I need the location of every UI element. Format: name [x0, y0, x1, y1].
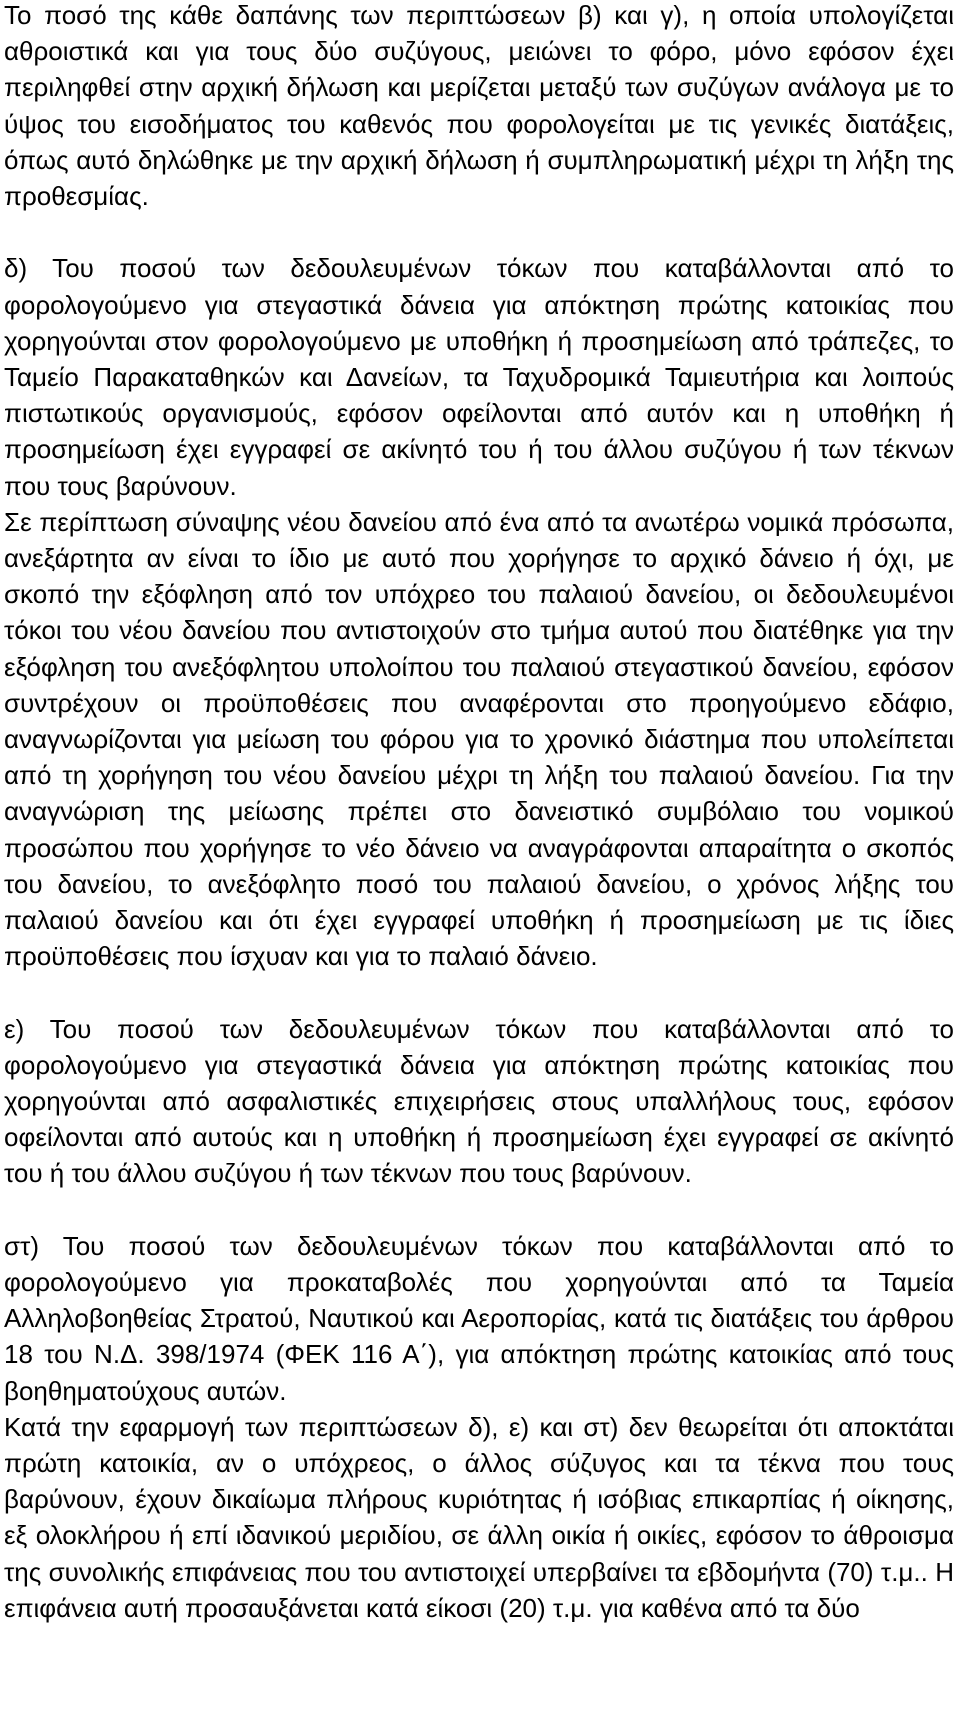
paragraph-spacer: [4, 1192, 954, 1228]
paragraph-case-d: δ) Του ποσού των δεδουλευμένων τόκων που καταβάλλονται από το φορολογούμενο για στεγαστικά δάνεια για απόκτηση πρώτης κατοικίας που χορηγούνται στον φορολογούμενο με υποθήκη ή προσημείωση από τράπεζες, το Ταμείο Παρακαταθηκών και Δανείων, τα Ταχυδρομικά Ταμιευτήρια και λοιπούς πιστωτικούς οργανισμούς, εφόσον οφείλονται από αυτόν και η υποθήκη ή προσημείωση έχει εγγραφεί σε ακίνητό του ή του άλλου συζύγου ή των τέκνων που τους βαρύνουν.: [4, 253, 954, 501]
paragraph-expense-reduction: Το ποσό της κάθε δαπάνης των περιπτώσεων β) και γ), η οποία υπολογίζεται αθροιστικά και για τους δύο συζύγους, μειώνει το φόρο, μόνο εφόσον έχει περιληφθεί στην αρχική δήλωση και μερίζεται μεταξύ των συζύγων ανάλογα με το ύψος του εισοδήματος του καθενός που φορολογείται με τις γενικές διατάξεις, όπως αυτό δηλώθηκε με την αρχική δήλωση ή συμπληρωματική μέχρι τη λήξη της προθεσμίας.: [4, 0, 954, 212]
paragraph-spacer: [4, 974, 954, 1010]
paragraph-case-e: ε) Του ποσού των δεδουλευμένων τόκων που καταβάλλονται από το φορολογούμενο για στεγαστικά δάνεια για απόκτηση πρώτης κατοικίας που χορηγούνται από ασφαλιστικές επιχειρήσεις στους υπαλλήλους τους, εφόσον οφείλονται από αυτούς και η υποθήκη ή προσημείωση έχει εγγραφεί σε ακίνητό του ή του άλλου συζύγου ή των τέκνων που τους βαρύνουν.: [4, 1013, 954, 1189]
paragraph-first-residence-condition: Κατά την εφαρμογή των περιπτώσεων δ), ε) και στ) δεν θεωρείται ότι αποκτάται πρώτη κατοικία, αν ο υπόχρεος, ο άλλος σύζυγος και τα τέκνα που τους βαρύνουν, έχουν δικαίωμα πλήρους κυριότητας ή ισόβιας επικαρπίας ή οίκησης, εξ ολοκλήρου ή επί ιδανικού μεριδίου, σε άλλη οικία ή οικίες, εφόσον το άθροισμα της συνολικής επιφάνειας που του αντιστοιχεί υπερβαίνει τα εβδομήντα (70) τ.μ.. Η επιφάνεια αυτή προσαυξάνεται κατά είκοσι (20) τ.μ. για καθένα από τα δύο: [4, 1411, 954, 1623]
paragraph-spacer: [4, 214, 954, 250]
paragraph-new-loan: Σε περίπτωση σύναψης νέου δανείου από ένα από τα ανωτέρω νομικά πρόσωπα, ανεξάρτητα αν είναι το ίδιο με αυτό που χορήγησε το αρχικό δάνειο ή όχι, με σκοπό την εξόφληση από τον υπόχρεο του παλαιού δανείου, οι δεδουλευμένοι τόκοι του νέου δανείου που αντιστοιχούν στο τμήμα αυτού που διατέθηκε για την εξόφληση του ανεξόφλητου υπολοίπου του παλαιού στεγαστικού δανείου, εφόσον συντρέχουν οι προϋποθέσεις που αναφέρονται στο προηγούμενο εδάφιο, αναγνωρίζονται για μείωση του φόρου για το χρονικό διάστημα που υπολείπεται από τη χορήγηση του νέου δανείου μέχρι τη λήξη του παλαιού δανείου. Για την αναγνώριση της μείωσης πρέπει στο δανειστικό συμβόλαιο του νομικού προσώπου που χορήγησε το νέο δάνειο να αναγράφονται απαραίτητα ο σκοπός του δανείου, το ανεξόφλητο ποσό του παλαιού δανείου, ο χρόνος λήξης του παλαιού δανείου και ότι έχει εγγραφεί υποθήκη ή προσημείωση με τις ίδιες προϋποθέσεις που ίσχυαν και για το παλαιό δάνειο.: [4, 506, 954, 972]
paragraph-case-st: στ) Του ποσού των δεδουλευμένων τόκων που καταβάλλονται από το φορολογούμενο για προκαταβολές που χορηγούνται από τα Ταμεία Αλληλοβοηθείας Στρατού, Ναυτικού και Αεροπορίας, κατά τις διατάξεις του άρθρου 18 του Ν.Δ. 398/1974 (ΦΕΚ 116 Α΄), για απόκτηση πρώτης κατοικίας από τους βοηθηματούχους αυτών.: [4, 1230, 954, 1406]
